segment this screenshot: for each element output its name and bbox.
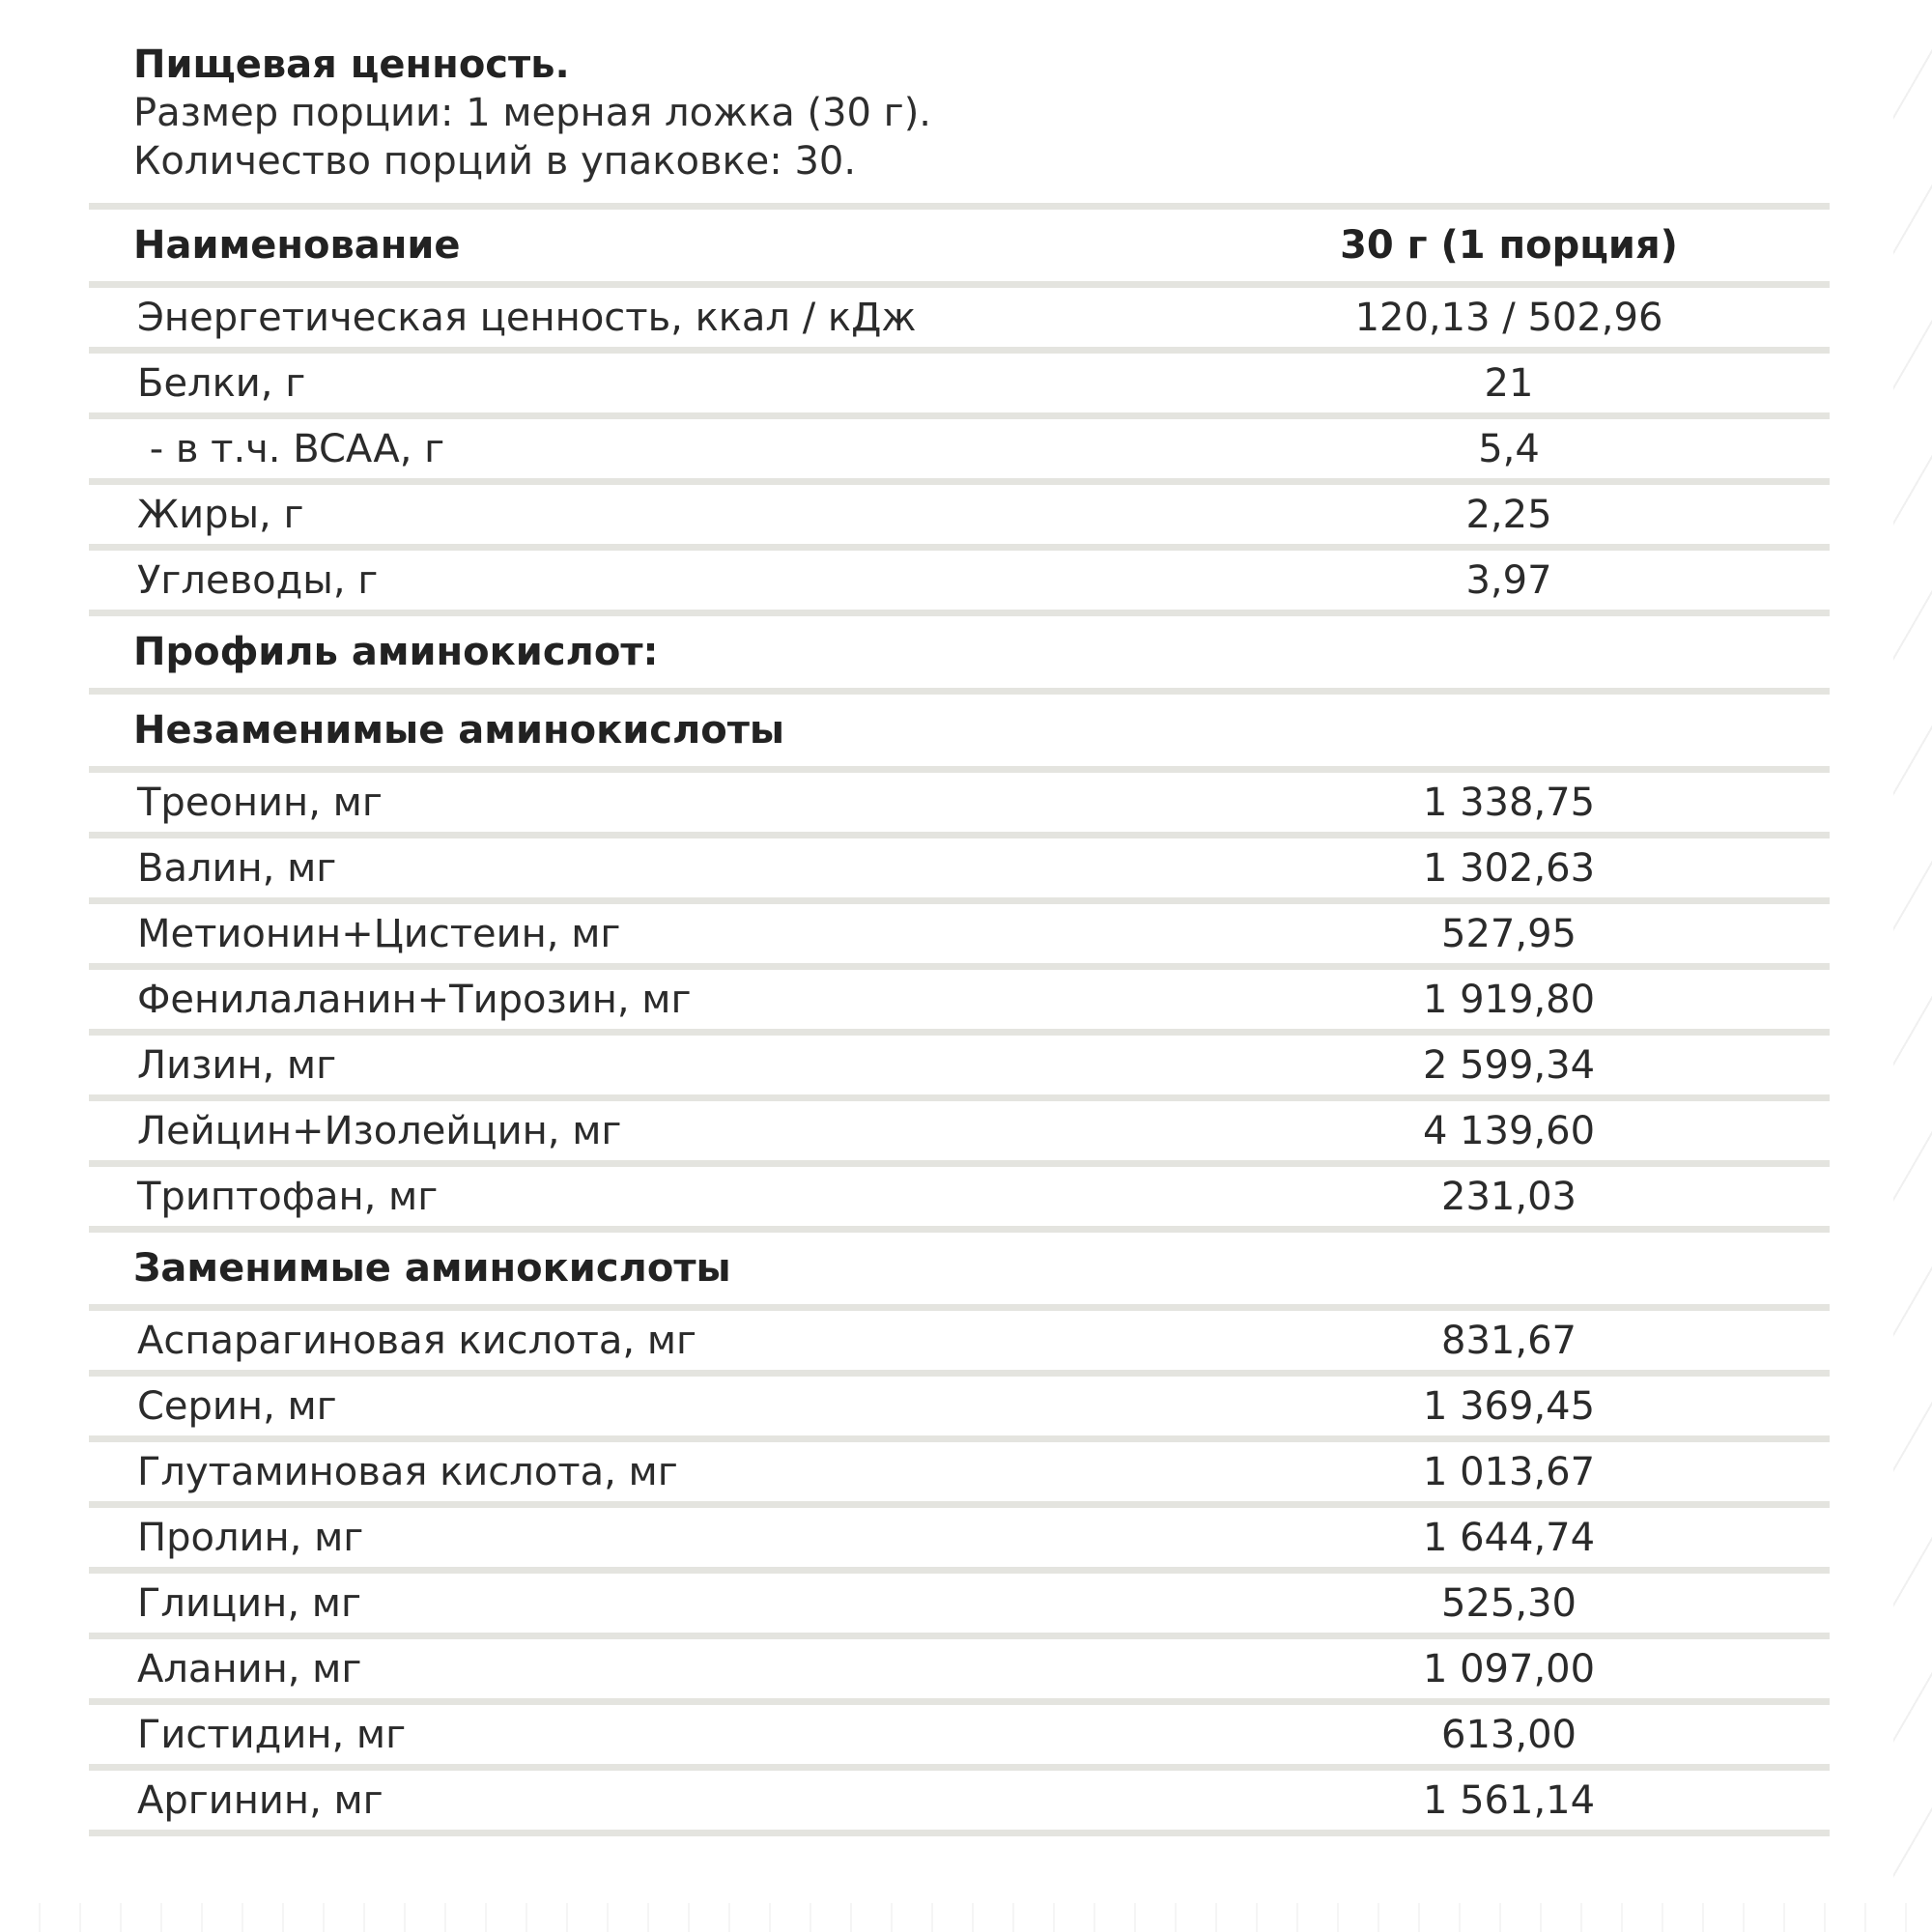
- row-value: 527,95: [1441, 911, 1577, 956]
- row-label: Жиры, г: [137, 492, 304, 537]
- divider: [89, 1830, 1830, 1836]
- table-row: [89, 970, 1830, 1029]
- row-value: 2 599,34: [1422, 1042, 1596, 1088]
- row-label: Лизин, мг: [137, 1042, 337, 1088]
- row-value: 5,4: [1478, 426, 1540, 471]
- table-row: [89, 1705, 1830, 1764]
- row-label: Треонин, мг: [137, 780, 383, 825]
- divider: [89, 281, 1830, 288]
- row-label: Энергетическая ценность, ккал / кДж: [137, 295, 917, 340]
- table-row: [89, 1639, 1830, 1698]
- row-value: 1 013,67: [1422, 1449, 1596, 1494]
- row-label: Белки, г: [137, 360, 306, 406]
- row-label: Углеводы, г: [137, 557, 379, 603]
- row-label: Серин, мг: [137, 1383, 337, 1429]
- nutrients-group: [89, 288, 1830, 616]
- decorative-hatch-right: [1893, 0, 1932, 1932]
- nonessential-group: [89, 1311, 1830, 1836]
- divider: [89, 1226, 1830, 1233]
- nonessential-section-title: Заменимые аминокислоты: [133, 1246, 731, 1291]
- divider: [89, 1501, 1830, 1508]
- row-value: 231,03: [1441, 1174, 1577, 1219]
- divider: [89, 1029, 1830, 1036]
- divider: [89, 1633, 1830, 1639]
- table-row: [89, 354, 1830, 412]
- table-row: [89, 1508, 1830, 1567]
- divider: [89, 1094, 1830, 1101]
- table-row: [89, 419, 1830, 478]
- serving-size: Размер порции: 1 мерная ложка (30 г).: [133, 91, 932, 135]
- row-value: 120,13 / 502,96: [1354, 295, 1663, 340]
- row-label: Аланин, мг: [137, 1646, 362, 1691]
- row-label: - в т.ч. BCAA, г: [137, 426, 445, 471]
- row-label: Аспарагиновая кислота, мг: [137, 1318, 697, 1363]
- divider: [89, 766, 1830, 773]
- divider: [89, 688, 1830, 695]
- column-header-name: Наименование: [133, 223, 461, 268]
- row-value: 1 097,00: [1422, 1646, 1596, 1691]
- divider: [89, 1435, 1830, 1442]
- decorative-hatch-bottom: [0, 1903, 1932, 1932]
- table-row: [89, 1771, 1830, 1830]
- row-value: 1 919,80: [1422, 977, 1596, 1022]
- row-value: 2,25: [1465, 492, 1552, 537]
- table-row: [89, 904, 1830, 963]
- table-row: [89, 838, 1830, 897]
- row-value: 525,30: [1441, 1580, 1577, 1626]
- row-value: 1 369,45: [1422, 1383, 1596, 1429]
- row-value: 4 139,60: [1422, 1108, 1596, 1153]
- table-row: [89, 1377, 1830, 1435]
- row-label: Лейцин+Изолейцин, мг: [137, 1108, 622, 1153]
- divider: [89, 412, 1830, 419]
- amino-profile-title: Профиль аминокислот:: [133, 630, 659, 674]
- divider: [89, 610, 1830, 616]
- table-row: [89, 288, 1830, 347]
- column-header-value: 30 г (1 порция): [1340, 223, 1678, 268]
- essential-group: [89, 773, 1830, 1233]
- row-label: Фенилаланин+Тирозин, мг: [137, 977, 692, 1022]
- divider: [89, 203, 1830, 210]
- divider: [89, 1160, 1830, 1167]
- table-row: [89, 485, 1830, 544]
- divider: [89, 347, 1830, 354]
- row-label: Глицин, мг: [137, 1580, 361, 1626]
- nutrition-header: [133, 41, 931, 185]
- row-value: 1 644,74: [1422, 1515, 1596, 1560]
- table-row: [89, 773, 1830, 832]
- table-row: [89, 1574, 1830, 1633]
- row-label: Метионин+Цистеин, мг: [137, 911, 621, 956]
- row-value: 3,97: [1465, 557, 1552, 603]
- row-value: 1 338,75: [1422, 780, 1596, 825]
- divider: [89, 832, 1830, 838]
- row-value: 1 302,63: [1422, 845, 1596, 891]
- nutrition-table: [89, 203, 1830, 1836]
- servings-count: Количество порций в упаковке: 30.: [133, 139, 857, 184]
- divider: [89, 897, 1830, 904]
- row-value: 21: [1484, 360, 1534, 406]
- table-row: [89, 1311, 1830, 1370]
- row-label: Гистидин, мг: [137, 1712, 407, 1757]
- divider: [89, 1698, 1830, 1705]
- row-label: Пролин, мг: [137, 1515, 364, 1560]
- table-row: [89, 1036, 1830, 1094]
- essential-section-title: Незаменимые аминокислоты: [133, 708, 785, 753]
- divider: [89, 544, 1830, 551]
- divider: [89, 963, 1830, 970]
- row-value: 831,67: [1441, 1318, 1577, 1363]
- page-title: Пищевая ценность.: [133, 43, 570, 87]
- table-row: [89, 1101, 1830, 1160]
- row-value: 613,00: [1441, 1712, 1577, 1757]
- row-label: Валин, мг: [137, 845, 337, 891]
- table-row: [89, 551, 1830, 610]
- row-label: Триптофан, мг: [137, 1174, 439, 1219]
- divider: [89, 478, 1830, 485]
- row-label: Аргинин, мг: [137, 1777, 384, 1823]
- divider: [89, 1304, 1830, 1311]
- table-row: [89, 1167, 1830, 1226]
- table-row: [89, 1442, 1830, 1501]
- row-label: Глутаминовая кислота, мг: [137, 1449, 678, 1494]
- table-header-row: [89, 210, 1830, 281]
- divider: [89, 1567, 1830, 1574]
- divider: [89, 1764, 1830, 1771]
- divider: [89, 1370, 1830, 1377]
- row-value: 1 561,14: [1422, 1777, 1596, 1823]
